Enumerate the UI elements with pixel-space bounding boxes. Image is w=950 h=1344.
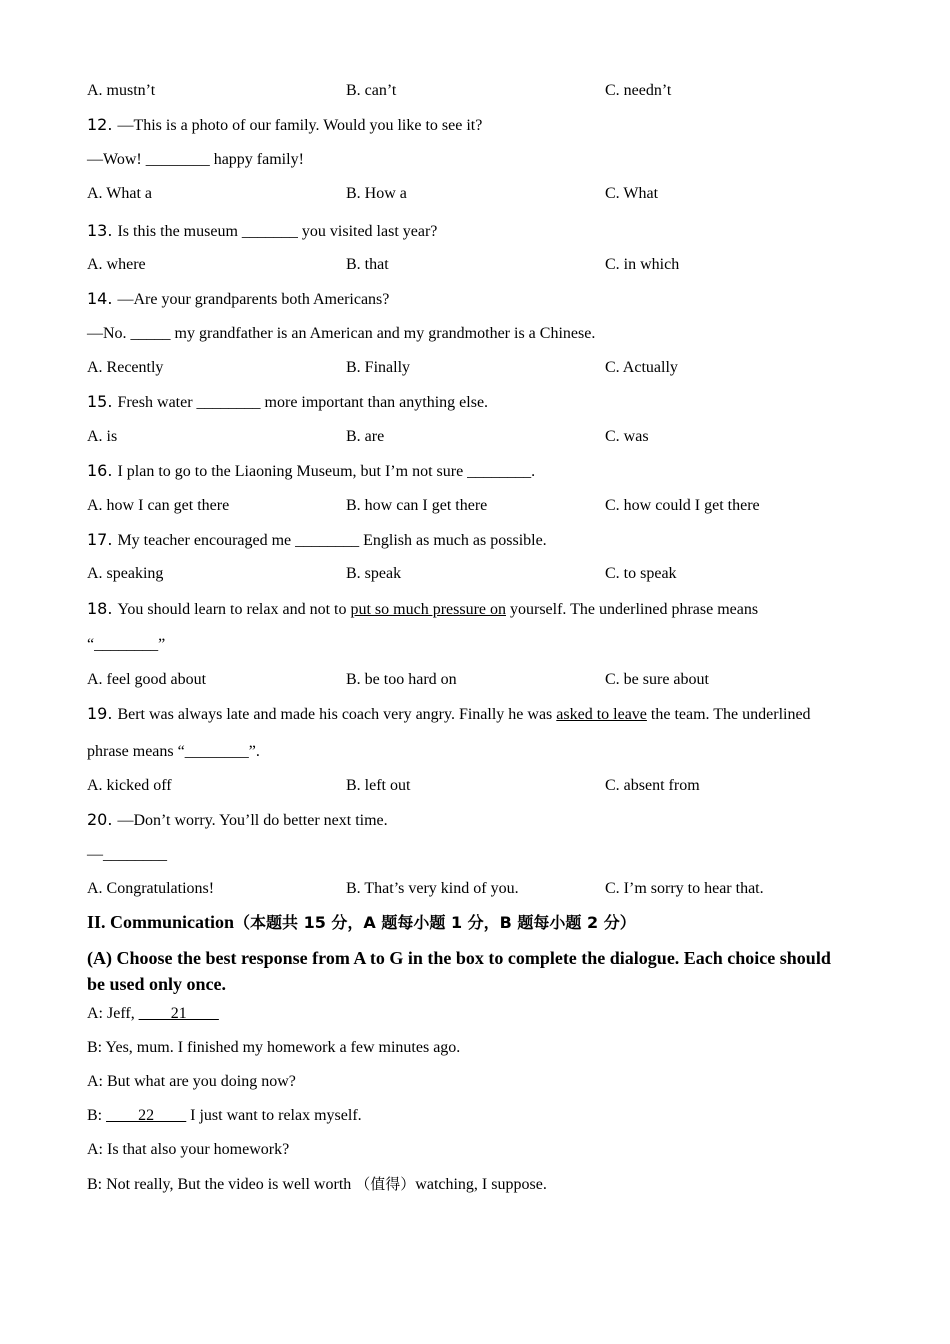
q11-option-a: A. mustn’t xyxy=(87,82,156,99)
q18-number: 18. xyxy=(87,599,113,618)
section-2-heading: II. Communication（本题共 15 分，A 题每小题 1 分，B 题每小题 2 分） xyxy=(87,912,636,932)
dialogue-line-4: B: ____22____ I just want to relax myself. xyxy=(87,1107,362,1124)
q16-option-b: B. how can I get there xyxy=(346,497,488,514)
q18-underlined-phrase: put so much pressure on xyxy=(350,601,506,618)
q12-line2: —Wow! ________ happy family! xyxy=(87,151,304,168)
q12-number: 12. xyxy=(87,115,113,134)
q12-line1: 12. —This is a photo of our family. Would you like to see it? xyxy=(87,115,483,134)
blank-22: ____22____ xyxy=(106,1107,187,1124)
q12-option-b: B. How a xyxy=(346,185,407,202)
dialogue-line-1: A: Jeff, ____21____ xyxy=(87,1005,219,1022)
q20-line1: 20. —Don’t worry. You’ll do better next time. xyxy=(87,810,388,829)
q17-option-a: A. speaking xyxy=(87,565,164,582)
q16-option-c: C. how could I get there xyxy=(605,497,760,514)
q16-option-a: A. how I can get there xyxy=(87,497,230,514)
q20-option-c: C. I’m sorry to hear that. xyxy=(605,880,764,897)
q18-option-b: B. be too hard on xyxy=(346,671,457,688)
q15-option-c: C. was xyxy=(605,428,649,445)
q14-number: 14. xyxy=(87,289,113,308)
q16-stem: 16. I plan to go to the Liaoning Museum, but I’m not sure ________. xyxy=(87,461,536,480)
q14-line2: —No. _____ my grandfather is an American and my grandmother is a Chinese. xyxy=(87,325,596,342)
q15-stem: 15. Fresh water ________ more important than anything else. xyxy=(87,392,489,411)
q19-stem: 19. Bert was always late and made his coach very angry. Finally he was asked to leave the team. The underlined xyxy=(87,704,811,723)
q13-number: 13. xyxy=(87,221,113,240)
q14-option-a: A. Recently xyxy=(87,359,164,376)
dialogue-line-5: A: Is that also your homework? xyxy=(87,1141,290,1158)
q13-option-c: C. in which xyxy=(605,256,680,273)
q19-number: 19. xyxy=(87,704,113,723)
q11-option-b: B. can’t xyxy=(346,82,397,99)
q13-option-a: A. where xyxy=(87,256,146,273)
q15-number: 15. xyxy=(87,392,113,411)
q19-option-a: A. kicked off xyxy=(87,777,172,794)
q12-option-a: A. What a xyxy=(87,185,153,202)
q15-option-a: A. is xyxy=(87,428,118,445)
q19-option-b: B. left out xyxy=(346,777,411,794)
q19-line2: phrase means “________”. xyxy=(87,743,260,760)
q14-option-b: B. Finally xyxy=(346,359,411,376)
q16-number: 16. xyxy=(87,461,113,480)
q13-option-b: B. that xyxy=(346,256,389,273)
q14-option-c: C. Actually xyxy=(605,359,678,376)
q18-line2: “________” xyxy=(87,636,166,653)
part-a-instruction: (A) Choose the best response from A to G in the box to complete the dialogue. Each choice should be used only once. xyxy=(87,948,831,994)
q17-stem: 17. My teacher encouraged me ________ English as much as possible. xyxy=(87,530,547,549)
dialogue-line-2: B: Yes, mum. I finished my homework a few minutes ago. xyxy=(87,1039,461,1056)
q18-option-a: A. feel good about xyxy=(87,671,207,688)
q20-option-b: B. That’s very kind of you. xyxy=(346,880,519,897)
q17-option-b: B. speak xyxy=(346,565,402,582)
q20-option-a: A. Congratulations! xyxy=(87,880,215,897)
q19-underlined-phrase: asked to leave xyxy=(556,706,647,723)
q11-option-c: C. needn’t xyxy=(605,82,672,99)
q13-stem: 13. Is this the museum _______ you visited last year? xyxy=(87,221,438,240)
q15-option-b: B. are xyxy=(346,428,385,445)
q17-number: 17. xyxy=(87,530,113,549)
q18-option-c: C. be sure about xyxy=(605,671,709,688)
q19-option-c: C. absent from xyxy=(605,777,700,794)
q18-stem: 18. You should learn to relax and not to put so much pressure on yourself. The underlined phrase means xyxy=(87,599,759,618)
dialogue-line-3: A: But what are you doing now? xyxy=(87,1073,296,1090)
q20-line2: —________ xyxy=(87,846,167,863)
dialogue-line-6: B: Not really, But the video is well worth （值得）watching, I suppose. xyxy=(87,1175,547,1193)
q12-option-c: C. What xyxy=(605,185,659,202)
q20-number: 20. xyxy=(87,810,113,829)
q14-line1: 14. —Are your grandparents both Americans? xyxy=(87,289,390,308)
q17-option-c: C. to speak xyxy=(605,565,677,582)
blank-21: ____21____ xyxy=(138,1005,219,1022)
